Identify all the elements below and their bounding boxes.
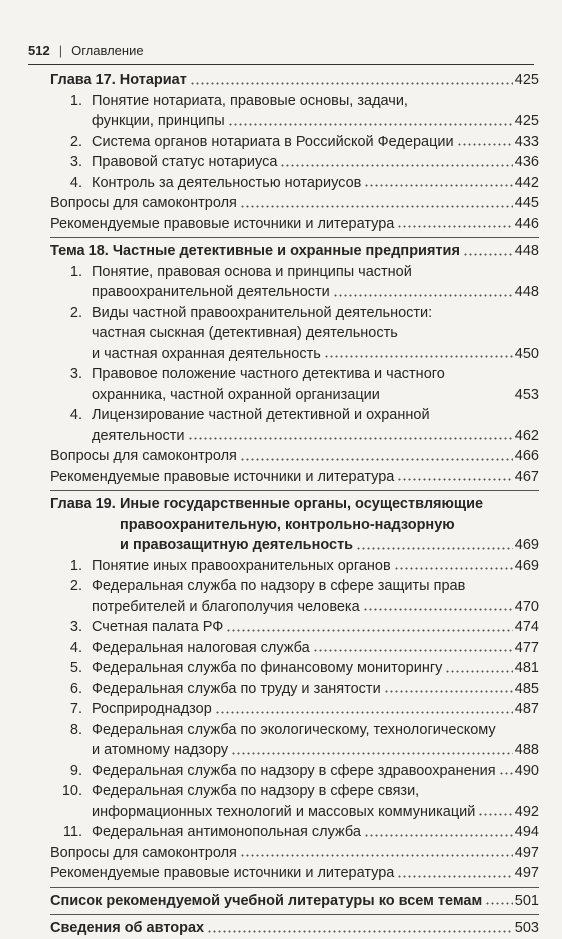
- item-line: Федеральная служба по надзору в сфере защиты прав: [92, 578, 466, 594]
- item-line: Федеральная служба по надзору в сфере здравоохранения: [92, 762, 496, 779]
- item-line: Федеральная служба по финансовому мониторингу: [92, 660, 443, 676]
- page-ref: 474: [514, 619, 539, 635]
- dot-leader: [280, 163, 512, 168]
- entry-label: Вопросы для самоконтроля: [50, 844, 237, 861]
- item-line: Правовой статус нотариуса: [92, 154, 278, 170]
- item-line: потребителей и благополучия человека: [92, 598, 360, 615]
- running-title: Оглавление: [71, 42, 144, 58]
- toc-item[interactable]: [50, 405, 539, 446]
- header-separator: |: [58, 42, 63, 58]
- dot-leader: [188, 436, 513, 441]
- item-number: 8.: [69, 721, 82, 738]
- item-line: деятельности: [92, 427, 185, 444]
- section-divider: [50, 887, 539, 888]
- dot-leader: [240, 853, 513, 858]
- entry-label: Список рекомендуемой учебной литературы ко всем темам: [50, 892, 483, 909]
- dot-leader: [394, 566, 513, 571]
- chapter-17-heading[interactable]: [50, 70, 539, 91]
- toc-item[interactable]: [50, 262, 539, 303]
- toc-item[interactable]: [50, 173, 539, 194]
- toc-item[interactable]: [50, 91, 539, 132]
- item-number: 10.: [61, 783, 82, 799]
- dot-leader: [457, 142, 513, 147]
- page-ref: 466: [514, 448, 539, 464]
- page-number: 512: [28, 42, 50, 58]
- page-ref: 433: [514, 133, 539, 150]
- toc-item[interactable]: [50, 617, 539, 638]
- sources-entry[interactable]: [50, 467, 539, 488]
- dot-leader: [478, 812, 512, 817]
- item-number: 3.: [69, 619, 82, 635]
- item-line: Федеральная антимонопольная служба: [92, 824, 361, 840]
- dot-leader: [363, 607, 513, 612]
- page-ref: 462: [514, 427, 539, 444]
- page-ref: 425: [514, 72, 539, 88]
- page-ref: 446: [514, 215, 539, 232]
- page-ref: 501: [514, 892, 539, 909]
- item-number: 3.: [69, 154, 82, 170]
- toc-item[interactable]: [50, 781, 539, 822]
- page-ref: 490: [514, 762, 539, 779]
- item-number: 2.: [69, 133, 82, 150]
- entry-label: Вопросы для самоконтроля: [50, 448, 237, 464]
- page-ref: 442: [514, 174, 539, 191]
- table-of-contents: [50, 70, 539, 939]
- item-line: и частная охранная деятельность: [92, 345, 321, 362]
- item-line: Система органов нотариата в Российской Федерации: [92, 133, 454, 150]
- chapter-18-heading[interactable]: [50, 241, 539, 262]
- dot-leader: [324, 354, 513, 359]
- questions-entry[interactable]: [50, 193, 539, 214]
- item-line: Федеральная служба по труду и занятости: [92, 680, 381, 697]
- chapter-title: Глава 17. Нотариат: [50, 72, 187, 88]
- page-ref: 488: [514, 742, 539, 758]
- dot-leader: [397, 224, 512, 229]
- page-ref: 492: [514, 803, 539, 820]
- questions-entry[interactable]: [50, 843, 539, 864]
- item-number: 11.: [62, 824, 82, 840]
- toc-item[interactable]: [50, 152, 539, 173]
- chapter-19-heading[interactable]: [50, 494, 539, 556]
- item-line: функции, принципы: [92, 113, 225, 129]
- dot-leader: [364, 833, 513, 838]
- toc-item[interactable]: [50, 720, 539, 761]
- item-number: 2.: [69, 304, 82, 321]
- item-line: Контроль за деятельностью нотариусов: [92, 174, 362, 191]
- page-ref: 485: [514, 680, 539, 697]
- toc-item[interactable]: [50, 822, 539, 843]
- page-ref: 470: [514, 598, 539, 615]
- entry-label: Вопросы для самоконтроля: [50, 195, 237, 211]
- dot-leader: [228, 122, 513, 127]
- item-line: Понятие нотариата, правовые основы, задачи,: [92, 92, 408, 109]
- item-line: Лицензирование частной детективной и охранной: [92, 407, 430, 423]
- dot-leader: [445, 669, 512, 674]
- page-ref: 469: [514, 557, 539, 574]
- section-divider: [50, 914, 539, 915]
- item-number: 1.: [69, 92, 82, 109]
- authors-entry[interactable]: [50, 918, 539, 939]
- entry-label: Рекомендуемые правовые источники и литература: [50, 468, 395, 485]
- item-line: Федеральная налоговая служба: [92, 639, 310, 656]
- dot-leader: [463, 252, 513, 257]
- item-line: Росприроднадзор: [92, 701, 212, 717]
- item-line: правоохранительной деятельности: [92, 284, 330, 300]
- toc-item[interactable]: [50, 699, 539, 720]
- item-line: Понятие, правовая основа и принципы частной: [92, 263, 412, 280]
- toc-item[interactable]: [50, 576, 539, 617]
- item-line: охранника, частной охранной организации: [92, 386, 380, 403]
- header-rule: [28, 64, 534, 65]
- sources-entry[interactable]: [50, 214, 539, 235]
- dot-leader: [356, 546, 513, 551]
- toc-item[interactable]: [50, 364, 539, 405]
- item-number: 1.: [69, 557, 82, 574]
- chapter-title-line: правоохранительную, контрольно-надзорную: [120, 516, 455, 533]
- entry-label: Рекомендуемые правовые источники и литература: [50, 215, 395, 232]
- dot-leader: [364, 183, 512, 188]
- item-number: 5.: [69, 660, 82, 676]
- toc-item[interactable]: [50, 303, 539, 365]
- page-ref: 467: [514, 468, 539, 485]
- page-ref: 425: [514, 113, 539, 129]
- item-line: Виды частной правоохранительной деятельности:: [92, 304, 433, 321]
- toc-item[interactable]: [50, 679, 539, 700]
- chapter-title-line: Иные государственные органы, осуществляющие: [120, 496, 484, 512]
- dot-leader: [207, 929, 513, 934]
- page-ref: 436: [514, 154, 539, 170]
- page-ref: 453: [514, 386, 539, 403]
- page-ref: 450: [514, 345, 539, 362]
- item-line: Правовое положение частного детектива и частного: [92, 366, 445, 382]
- chapter-title-line: и правозащитную деятельность: [120, 537, 354, 553]
- chapter-prefix: Глава 19.: [50, 496, 116, 512]
- chapter-title: Тема 18. Частные детективные и охранные предприятия: [50, 243, 460, 259]
- dot-leader: [313, 648, 513, 653]
- entry-label: Рекомендуемые правовые источники и литература: [50, 865, 395, 881]
- section-divider: [50, 237, 539, 238]
- toc-item[interactable]: [50, 132, 539, 153]
- page-ref: 487: [514, 701, 539, 717]
- dot-leader: [499, 771, 513, 776]
- item-number: 4.: [69, 407, 82, 423]
- questions-entry[interactable]: [50, 446, 539, 467]
- item-number: 6.: [69, 680, 82, 697]
- item-number: 7.: [69, 701, 82, 717]
- item-line: Федеральная служба по экологическому, технологическому: [92, 721, 496, 738]
- page-ref: 448: [514, 284, 539, 300]
- item-number: 4.: [69, 174, 82, 191]
- dot-leader: [485, 901, 513, 906]
- toc-item[interactable]: [50, 658, 539, 679]
- dot-leader: [226, 628, 513, 633]
- item-line: информационных технологий и массовых коммуникаций: [92, 803, 476, 820]
- item-number: 1.: [69, 263, 82, 280]
- item-line: Счетная палата РФ: [92, 619, 224, 635]
- page-ref: 494: [514, 824, 539, 840]
- item-line: Понятие иных правоохранительных органов: [92, 557, 391, 574]
- running-header: [28, 40, 534, 60]
- dot-leader: [240, 457, 513, 462]
- page-ref: 477: [514, 639, 539, 656]
- item-number: 9.: [69, 762, 82, 779]
- page-ref: 503: [514, 920, 539, 936]
- item-line: и атомному надзору: [92, 742, 229, 758]
- entry-label: Сведения об авторах: [50, 920, 205, 936]
- item-line: Федеральная служба по надзору в сфере связи,: [92, 783, 420, 799]
- page-ref: 448: [514, 243, 539, 259]
- dot-leader: [190, 81, 513, 86]
- item-number: 3.: [69, 366, 82, 382]
- page-ref: 445: [514, 195, 539, 211]
- sources-entry[interactable]: [50, 863, 539, 884]
- dot-leader: [215, 710, 513, 715]
- dot-leader: [240, 204, 513, 209]
- item-line: частная сыскная (детективная) деятельность: [92, 325, 398, 341]
- bibliography-entry[interactable]: [50, 891, 539, 912]
- page-ref: 497: [514, 844, 539, 861]
- dot-leader: [397, 874, 512, 879]
- page-ref: 469: [514, 537, 539, 553]
- toc-item[interactable]: [50, 638, 539, 659]
- page-ref: 497: [514, 865, 539, 881]
- toc-item[interactable]: [50, 556, 539, 577]
- dot-leader: [384, 689, 513, 694]
- page-ref: 481: [514, 660, 539, 676]
- item-number: 2.: [69, 578, 82, 594]
- dot-leader: [333, 293, 513, 298]
- section-divider: [50, 490, 539, 491]
- dot-leader: [231, 751, 513, 756]
- dot-leader: [397, 477, 512, 482]
- toc-item[interactable]: [50, 761, 539, 782]
- item-number: 4.: [69, 639, 82, 656]
